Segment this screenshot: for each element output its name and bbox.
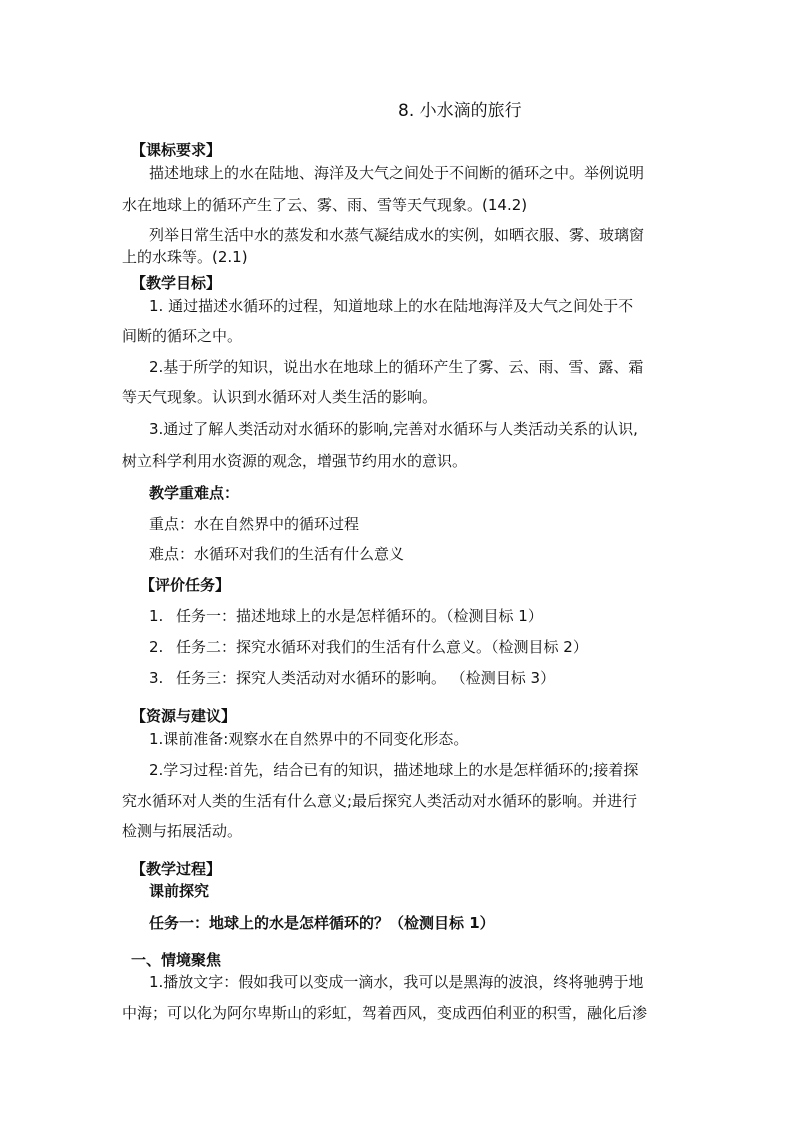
section-heading-curriculum: 【课标要求】 xyxy=(131,141,222,159)
resource-line: 2.学习过程:首先，结合已有的知识，描述地球上的水是怎样循环的;接着探 xyxy=(149,761,639,779)
section-heading-keypoints: 教学重难点： xyxy=(149,484,240,502)
subheading-pre-inquiry: 课前探究 xyxy=(149,882,210,900)
objective-line: 间断的循环之中。 xyxy=(122,327,243,345)
section-heading-resources: 【资源与建议】 xyxy=(131,707,237,725)
objective-line: 1. 通过描述水循环的过程，知道地球上的水在陆地海洋及大气之间处于不 xyxy=(149,297,634,315)
paragraph-line: 上的水珠等。(2.1) xyxy=(122,248,248,266)
objective-line: 3.通过了解人类活动对水循环的影响,完善对水循环与人类活动关系的认识, xyxy=(149,420,638,438)
section-heading-tasks: 【评价任务】 xyxy=(140,576,231,594)
section-heading-process: 【教学过程】 xyxy=(131,860,222,878)
key-focus: 重点：水在自然界中的循环过程 xyxy=(149,515,360,533)
key-difficulty: 难点：水循环对我们的生活有什么意义 xyxy=(149,545,405,563)
paragraph-line: 描述地球上的水在陆地、海洋及大气之间处于不间断的循环之中。举例说明 xyxy=(149,164,645,182)
process-line: 1.播放文字：假如我可以变成一滴水，我可以是黑海的波浪，终将驰骋于地 xyxy=(149,973,644,991)
objective-line: 树立科学利用水资源的观念，增强节约用水的意识。 xyxy=(122,452,468,470)
task-item-number: 2. xyxy=(149,638,164,656)
resource-line: 检测与拓展活动。 xyxy=(122,822,243,840)
task-item-number: 1. xyxy=(149,607,164,625)
paragraph-line: 水在地球上的循环产生了云、雾、雨、雪等天气现象。(14.2) xyxy=(122,196,528,214)
section-heading-objectives: 【教学目标】 xyxy=(131,274,222,292)
objective-line: 2.基于所学的知识，说出水在地球上的循环产生了雾、云、雨、雪、露、霜 xyxy=(149,358,644,376)
task-item-text: 任务一：描述地球上的水是怎样循环的。（检测目标 1） xyxy=(176,607,543,625)
subheading-context-focus: 一、情境聚焦 xyxy=(131,951,222,969)
task-item-text: 任务三：探究人类活动对水循环的影响。 （检测目标 3） xyxy=(176,669,556,687)
task-item-text: 任务二：探究水循环对我们的生活有什么意义。（检测目标 2） xyxy=(176,638,588,656)
paragraph-line: 列举日常生活中水的蒸发和水蒸气凝结成水的实例，如晒衣服、雾、玻璃窗 xyxy=(149,226,645,244)
resource-line: 1.课前准备:观察水在自然界中的不同变化形态。 xyxy=(149,730,469,748)
page-title: 8. 小水滴的旅行 xyxy=(398,101,522,121)
resource-line: 究水循环对人类的生活有什么意义;最后探究人类活动对水循环的影响。并进行 xyxy=(122,792,638,810)
objective-line: 等天气现象。认识到水循环对人类生活的影响。 xyxy=(122,388,438,406)
subheading-task-one: 任务一：地球上的水是怎样循环的？（检测目标 1） xyxy=(149,914,495,932)
process-line: 中海；可以化为阿尔卑斯山的彩虹，驾着西风，变成西伯利亚的积雪，融化后渗 xyxy=(122,1004,648,1022)
task-item-number: 3. xyxy=(149,669,164,687)
